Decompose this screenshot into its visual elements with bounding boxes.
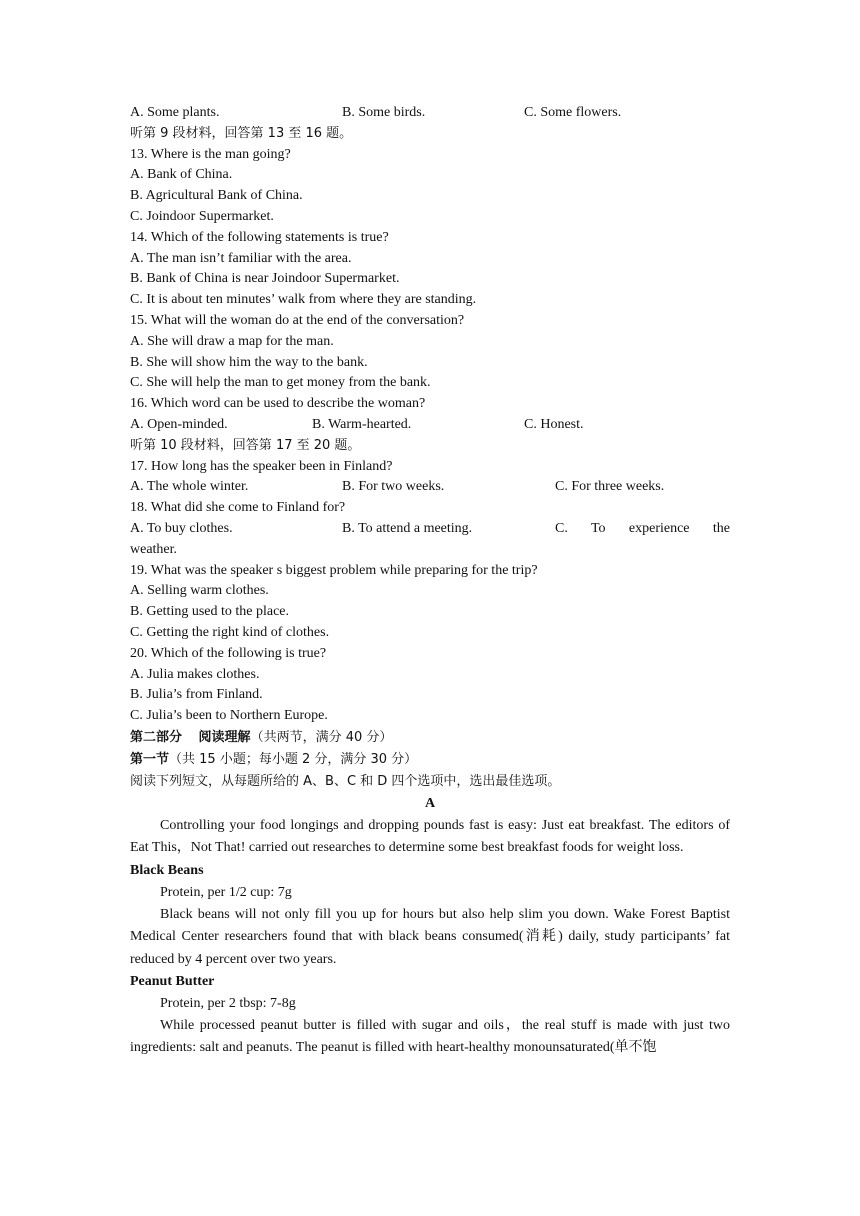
option-a: A. To buy clothes. xyxy=(130,520,233,536)
q13-option-b: B. Agricultural Bank of China. xyxy=(130,188,303,204)
page-content xyxy=(130,103,730,1060)
food-description: While processed peanut butter is filled with sugar and oils，the real stuff is made with just two ingredients: salt and peanuts. The peanut is filled with heart-healthy monounsaturated(单不饱 xyxy=(130,1017,730,1056)
q18-options xyxy=(130,519,730,540)
q13-option-c: C. Joindoor Supermarket. xyxy=(130,208,274,224)
passage-intro: Controlling your food longings and dropping pounds fast is easy: Just eat breakfast. The editors of Eat This，Not That! carried out researches to determine some best breakfast foods for weight loss. xyxy=(130,817,730,856)
option-b: B. For two weeks. xyxy=(342,479,445,495)
option-c: C. Some flowers. xyxy=(524,105,622,120)
q16-stem: 16. Which word can be used to describe the woman? xyxy=(130,396,426,412)
q20-stem: 20. Which of the following is true? xyxy=(130,645,327,661)
part-2-scoring: （共两节，满分 40 分） xyxy=(250,729,393,745)
option-c: C. For three weeks. xyxy=(555,479,665,495)
q14-option-b: B. Bank of China is near Joindoor Supermarket. xyxy=(130,271,400,287)
option-b: B. To attend a meeting. xyxy=(342,520,473,536)
section-9-instruction: 听第 9 段材料，回答第 13 至 16 题。 xyxy=(130,125,353,141)
part-2-label: 第二部分 xyxy=(130,729,183,745)
q18-stem: 18. What did she come to Finland for? xyxy=(130,500,346,516)
q15-stem: 15. What will the woman do at the end of the conversation? xyxy=(130,312,465,328)
q19-option-c: C. Getting the right kind of clothes. xyxy=(130,624,330,640)
food-protein: Protein, per 2 tbsp: 7-8g xyxy=(160,995,296,1011)
option-c: C. Honest. xyxy=(524,416,584,432)
q12-options xyxy=(130,103,730,124)
q17-options xyxy=(130,477,730,498)
section-1-scoring: （共 15 小题；每小题 2 分，满分 30 分） xyxy=(169,751,418,767)
section-1-label: 第一节 xyxy=(130,751,170,767)
q15-option-b: B. She will show him the way to the bank. xyxy=(130,354,368,370)
q13-option-a: A. Bank of China. xyxy=(130,167,233,183)
passage-letter: A xyxy=(424,795,436,811)
q13-stem: 13. Where is the man going? xyxy=(130,146,291,162)
option-a: A. Some plants. xyxy=(130,105,220,120)
food-heading: Peanut Butter xyxy=(130,973,215,989)
part-2-title: 阅读理解 xyxy=(198,729,251,745)
food-heading: Black Beans xyxy=(130,862,204,878)
food-description: Black beans will not only fill you up for hours but also help slim you down. Wake Forest Baptist Medical Center researchers found that with black beans consumed(消耗) daily, study participants’ fat reduced by 4 percent over two years. xyxy=(130,906,730,967)
food-protein: Protein, per 1/2 cup: 7g xyxy=(160,884,292,900)
q16-options xyxy=(130,415,730,436)
section-10-instruction: 听第 10 段材料，回答第 17 至 20 题。 xyxy=(130,437,361,453)
option-a: A. Open-minded. xyxy=(130,416,228,432)
option-b: B. Some birds. xyxy=(342,105,426,120)
option-a: A. The whole winter. xyxy=(130,479,249,495)
q19-stem: 19. What was the speaker s biggest problem while preparing for the trip? xyxy=(130,562,538,578)
reading-instruction: 阅读下列短文，从每题所给的 A、B、C 和 D 四个选项中，选出最佳选项。 xyxy=(130,773,561,789)
q20-option-a: A. Julia makes clothes. xyxy=(130,666,260,682)
q15-option-a: A. She will draw a map for the man. xyxy=(130,333,334,349)
q14-option-a: A. The man isn’t familiar with the area. xyxy=(130,250,352,266)
q19-option-b: B. Getting used to the place. xyxy=(130,604,290,620)
q19-option-a: A. Selling warm clothes. xyxy=(130,583,269,599)
section-1-heading xyxy=(130,749,730,771)
part-2-heading xyxy=(130,727,730,749)
q20-option-b: B. Julia’s from Finland. xyxy=(130,687,263,703)
option-c: C. To experience the xyxy=(555,520,730,536)
q14-stem: 14. Which of the following statements is true? xyxy=(130,229,389,245)
q15-option-c: C. She will help the man to get money from the bank. xyxy=(130,375,431,391)
q14-option-c: C. It is about ten minutes’ walk from where they are standing. xyxy=(130,292,477,308)
q18-option-c-continued: weather. xyxy=(130,541,178,557)
q17-stem: 17. How long has the speaker been in Finland? xyxy=(130,458,393,474)
q20-option-c: C. Julia’s been to Northern Europe. xyxy=(130,708,328,724)
option-b: B. Warm-hearted. xyxy=(312,416,412,432)
